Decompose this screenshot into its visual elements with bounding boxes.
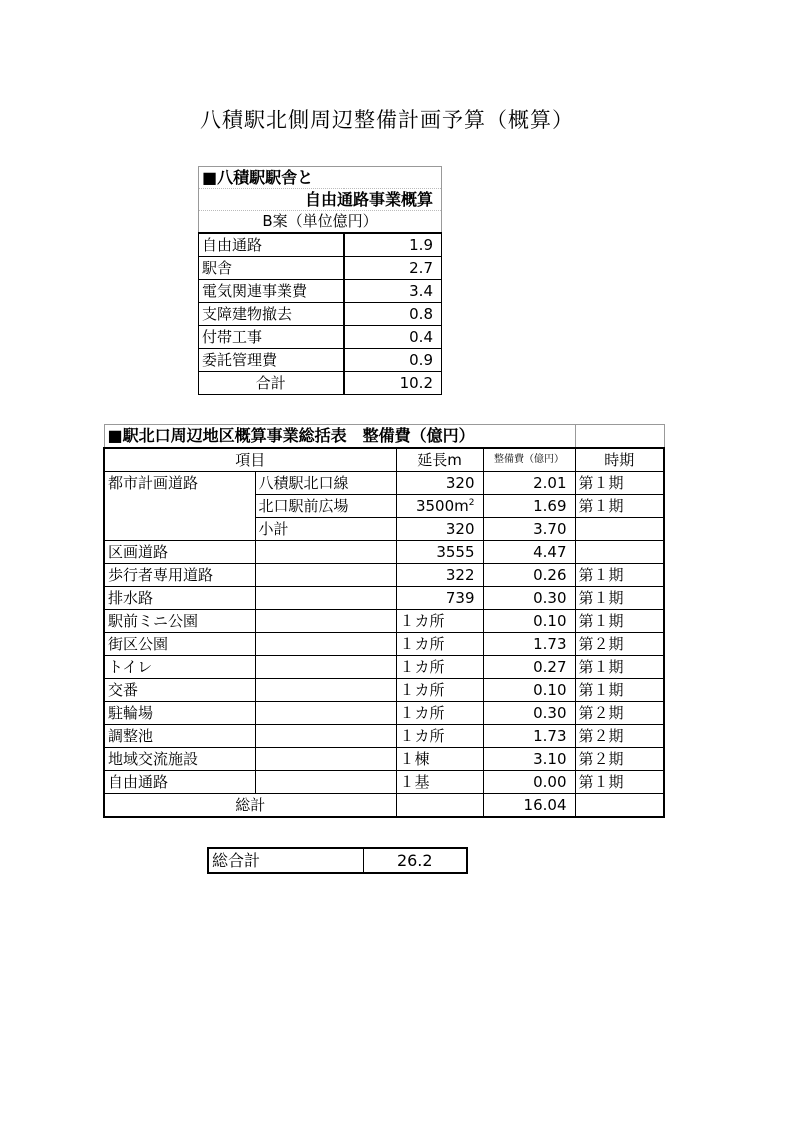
row-quantity: １カ所 [396, 679, 483, 702]
station-total-value: 10.2 [344, 372, 442, 395]
district-row [104, 702, 664, 725]
district-row [104, 771, 664, 794]
row-item: 都市計画道路 [104, 472, 255, 495]
row-cost: 0.10 [483, 679, 575, 702]
row-item: 自由通路 [104, 771, 255, 794]
station-row-value: 1.9 [344, 233, 442, 257]
district-total-blank [396, 794, 483, 818]
row-cost: 3.10 [483, 748, 575, 771]
row-quantity: １カ所 [396, 656, 483, 679]
row-item [104, 518, 255, 541]
row-period: 第１期 [575, 656, 664, 679]
district-row [104, 656, 664, 679]
station-row-label: 駅舎 [199, 257, 344, 280]
district-row [104, 518, 664, 541]
row-cost: 1.73 [483, 633, 575, 656]
station-row-label: 付帯工事 [199, 326, 344, 349]
row-cost: 2.01 [483, 472, 575, 495]
station-row-value: 2.7 [344, 257, 442, 280]
row-subitem [255, 702, 396, 725]
station-row [199, 233, 442, 257]
header-length: 延長m [396, 448, 483, 472]
row-item: 交番 [104, 679, 255, 702]
district-row [104, 495, 664, 518]
row-cost: 1.69 [483, 495, 575, 518]
row-quantity: $3500m^2$ [396, 495, 483, 518]
station-row [199, 349, 442, 372]
row-item: 駅前ミニ公園 [104, 610, 255, 633]
district-row [104, 564, 664, 587]
row-quantity: 3555 [396, 541, 483, 564]
station-row [199, 326, 442, 349]
row-quantity: 322 [396, 564, 483, 587]
row-cost: 3.70 [483, 518, 575, 541]
row-period [575, 541, 664, 564]
row-subitem [255, 725, 396, 748]
district-table-caption: ■駅北口周辺地区概算事業総括表 整備費（億円） [104, 425, 575, 449]
station-row-value: 0.4 [344, 326, 442, 349]
station-table-heading-2: 自由通路事業概算 [199, 189, 442, 211]
row-period: 第１期 [575, 564, 664, 587]
district-row [104, 633, 664, 656]
row-cost: 0.30 [483, 702, 575, 725]
row-cost: 0.26 [483, 564, 575, 587]
row-item: 調整池 [104, 725, 255, 748]
row-cost: 1.73 [483, 725, 575, 748]
district-row [104, 541, 664, 564]
station-row [199, 257, 442, 280]
row-cost: 0.10 [483, 610, 575, 633]
row-item [104, 495, 255, 518]
station-row [199, 303, 442, 326]
row-period [575, 518, 664, 541]
row-subitem [255, 633, 396, 656]
station-table-subheading: B案（単位億円） [199, 211, 442, 234]
row-period: 第１期 [575, 472, 664, 495]
row-cost: 0.30 [483, 587, 575, 610]
row-quantity: 320 [396, 518, 483, 541]
station-row-value: 3.4 [344, 280, 442, 303]
district-total-value: 16.04 [483, 794, 575, 818]
district-row [104, 748, 664, 771]
row-item: 歩行者専用道路 [104, 564, 255, 587]
row-cost: 4.47 [483, 541, 575, 564]
row-subitem: 八積駅北口線 [255, 472, 396, 495]
station-row [199, 280, 442, 303]
row-subitem [255, 564, 396, 587]
row-item: 地域交流施設 [104, 748, 255, 771]
row-subitem [255, 771, 396, 794]
row-subitem [255, 610, 396, 633]
row-cost: 0.27 [483, 656, 575, 679]
grand-total-table [207, 847, 468, 874]
square-superscript: 2 [468, 498, 475, 508]
grand-total-label: 総合計 [208, 848, 363, 873]
station-row-value: 0.8 [344, 303, 442, 326]
row-subitem [255, 656, 396, 679]
station-total-label: 合計 [199, 372, 344, 395]
row-quantity: １カ所 [396, 610, 483, 633]
row-subitem [255, 748, 396, 771]
station-row-label: 電気関連事業費 [199, 280, 344, 303]
row-item: 街区公園 [104, 633, 255, 656]
row-period: 第１期 [575, 771, 664, 794]
header-period: 時期 [575, 448, 664, 472]
header-cost: 整備費（億円） [483, 448, 575, 472]
row-period: 第１期 [575, 679, 664, 702]
row-period: 第２期 [575, 702, 664, 725]
district-total-label: 総計 [104, 794, 396, 818]
row-subitem: 北口駅前広場 [255, 495, 396, 518]
district-row [104, 725, 664, 748]
row-quantity: １基 [396, 771, 483, 794]
row-quantity: 320 [396, 472, 483, 495]
caption-blank-cell [575, 425, 664, 449]
row-quantity: １棟 [396, 748, 483, 771]
row-period: 第１期 [575, 495, 664, 518]
row-item: 区画道路 [104, 541, 255, 564]
row-quantity: １カ所 [396, 725, 483, 748]
page-title: 八積駅北側周辺整備計画予算（概算） [200, 108, 574, 132]
row-period: 第２期 [575, 748, 664, 771]
district-total-period-blank [575, 794, 664, 818]
header-item: 項目 [104, 448, 396, 472]
row-period: 第２期 [575, 725, 664, 748]
district-row [104, 472, 664, 495]
station-row-label: 支障建物撤去 [199, 303, 344, 326]
district-row [104, 679, 664, 702]
row-period: 第１期 [575, 610, 664, 633]
row-subitem [255, 587, 396, 610]
row-subitem [255, 679, 396, 702]
row-subitem: 小計 [255, 518, 396, 541]
row-period: 第１期 [575, 587, 664, 610]
district-row [104, 610, 664, 633]
row-item: 駐輪場 [104, 702, 255, 725]
station-row-label: 自由通路 [199, 233, 344, 257]
row-quantity: １カ所 [396, 633, 483, 656]
row-period: 第２期 [575, 633, 664, 656]
row-item: 排水路 [104, 587, 255, 610]
row-item: トイレ [104, 656, 255, 679]
district-row [104, 587, 664, 610]
district-summary-table [103, 424, 665, 818]
station-row-label: 委託管理費 [199, 349, 344, 372]
row-quantity: 739 [396, 587, 483, 610]
station-row-value: 0.9 [344, 349, 442, 372]
station-budget-table [198, 166, 442, 395]
row-quantity: １カ所 [396, 702, 483, 725]
grand-total-value: 26.2 [363, 848, 467, 873]
station-table-heading-1: ■八積駅駅舎と [199, 167, 442, 189]
row-cost: 0.00 [483, 771, 575, 794]
row-subitem [255, 541, 396, 564]
